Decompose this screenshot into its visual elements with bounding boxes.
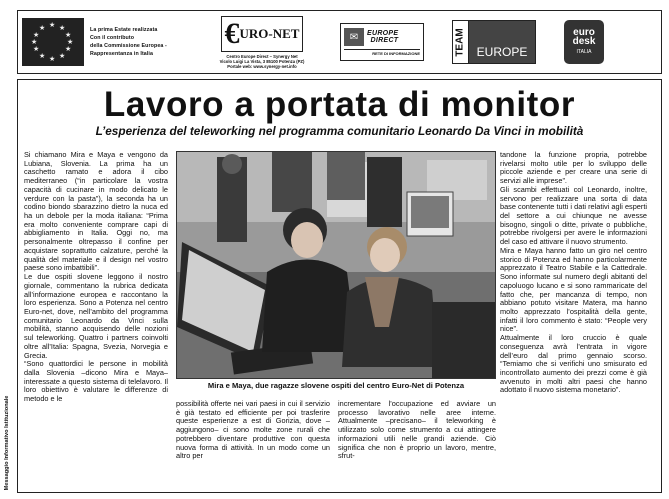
euro-sign-icon: € [224, 16, 240, 50]
europe-direct-icon: ✉ [344, 28, 364, 46]
paragraph: Le due ospiti slovene leggono il nostro giornale, commentano la rubrica dedicata all’informazione europea e raccontano la loro esperienza. Sono a Potenza nel centro Euro-net, dove, nell’ambito del programma comunitario Leonardo da Vinci sulla mobilità, stanno acquisendo delle nozioni sul teleworking. Quattro i partners coinvolti oltre all’Italia: Spagna, Svezia, Norvegia e Grecia. [24, 272, 168, 360]
team-europe-label: EUROPE [469, 21, 535, 63]
europe-direct-title: DIRECT [370, 37, 399, 44]
article-column-1 [24, 151, 168, 404]
paragraph: “Sono quattordici le persone in mobilità dalla Slovenia –dicono Mira e Maya– interessate a questo sistema di telelavoro. Il loro obiettivo è valutare le differenze di metodo e le [24, 359, 168, 404]
paragraph: incrementare l’occupazione ed avviare un processo lavorativo nelle aree interne. Attualmente –precisano– il teleworking è utilizzato solo come strumento a cui attingere informazioni utili nelle grandi aziende. Ciò significa che non è proprio un lavoro, mentre, sfrut- [338, 399, 496, 461]
article-column-2 [176, 400, 330, 461]
article-photo [176, 151, 496, 379]
eurodesk-text: euro [573, 26, 595, 38]
eurodesk-country: ITALIA [576, 48, 592, 55]
photo-caption: Mira e Maya, due ragazze slovene ospiti del centro Euro-Net di Potenza [207, 381, 465, 390]
office-photo-illustration [177, 152, 496, 379]
paragraph: tandone la funzione propria, potrebbe rivelarsi molto utile per lo sviluppo delle piccole aziende e per creare una serie di servizi alle imprese”. [500, 150, 647, 186]
euronet-block [196, 16, 328, 69]
eu-flag-logo: ★ ★ ★ ★ ★ ★ ★ ★ ★ ★ ★ ★ [22, 18, 84, 66]
header-banner [17, 10, 662, 74]
euronet-address [196, 54, 328, 69]
paragraph: possibilità offerte nei vari paesi in cui il servizio è già testato ed efficiente per poi trasferire queste esperienze a est di Gorizia, dove –aggiungono– ci sono molte zone rurali che potrebbero diventare produttive con questa nuova forma di attività. In un modo come un altro per [176, 399, 330, 461]
address-line: Centro Europe Direct – Synergy Net [226, 53, 298, 59]
euronet-logo [221, 16, 303, 52]
institutional-message-label: Messaggio Informativo Istituzionale [4, 395, 10, 491]
euronet-logo-text: URO-NET [239, 25, 300, 41]
europe-direct-subtitle: RETE DI INFORMAZIONE [344, 49, 420, 56]
article-column-4 [500, 151, 647, 395]
paragraph: Si chiamano Mira e Maya e vengono da Lubiana, Slovenia. La prima ha un caschetto ramato e adora il cibo mediterraneo (“in particolare la vostra capacità di cucinare in modo delicato le verdure con la pasta”), la seconda ha un codino biondo sbarazzino dietro la nuca ed ha un debole per la moda italiana: “Prima era molto conveniente comprare capi di abbigliamento in Italia. Oggi no, ma personalmente oltrepasso il confine per acquistare soprattutto calzature, perché la qualità del materiale e il design nel vostro paese sono imbattibili”. [24, 150, 168, 273]
eurodesk-logo [564, 20, 604, 64]
headline: Lavoro a portata di monitor [103, 85, 576, 124]
eu-commission-credit [90, 26, 190, 58]
eurodesk-text: desk [572, 35, 596, 47]
europe-direct-title: EUROPE [367, 30, 399, 37]
eu-credit-line: Rappresentanza in Italia [90, 51, 154, 57]
paragraph: Gli scambi effettuati col Leonardo, inoltre, servono per realizzare una sorta di data base contenente tutti i dati relativi agli esperti del settore a cui chiunque ne avesse bisogno, singoli o ditte, private o pubbliche, potrebbe rivolgersi per avere le informazioni del caso ed attivare il nuovo strumento. [500, 184, 647, 247]
paragraph: Attualmente il loro cruccio è quale conseguenza avrà l’entrata in vigore dell’euro dal primo gennaio scorso. “Temiamo che si verifichi uno smisurato ed incontrollato aumento dei prezzi come è già avvenuto in molti altri paesi che hanno adottato il nuovo sistema monetario”. [500, 333, 647, 395]
paragraph: Mira e Maya hanno fatto un giro nel centro storico di Potenza ed hanno particolarmente apprezzato il Teatro Stabile e la Cattedrale. Sono informate sul numero degli abitanti del capoluogo lucano e si sono rammaricate del fatto che, per mancanza di tempo, non abbiano potuto visitare Matera, ma hanno molto apprezzato l’ospitalità della gente, infatti il loro commento è stato: “People very nice”. [500, 245, 647, 334]
eu-credit-line: Con il contributo [90, 35, 135, 41]
eu-credit-line: La prima Estate realizzata [90, 27, 158, 33]
address-line: Vicolo Luigi La Vista, 3 85100 Potenza (PZ) [219, 58, 305, 64]
team-label: TEAM [455, 27, 466, 57]
eu-credit-line: della Commissione Europea - [90, 43, 167, 49]
europe-direct-logo [340, 23, 424, 61]
side-label [2, 394, 12, 492]
article-column-3 [338, 400, 496, 461]
address-line: Portale web: www.synergy-net.info [227, 63, 297, 69]
team-europe-logo [452, 20, 536, 64]
subheadline: L’esperienza del teleworking nel programma comunitario Leonardo Da Vinci in mobilità [95, 124, 584, 138]
